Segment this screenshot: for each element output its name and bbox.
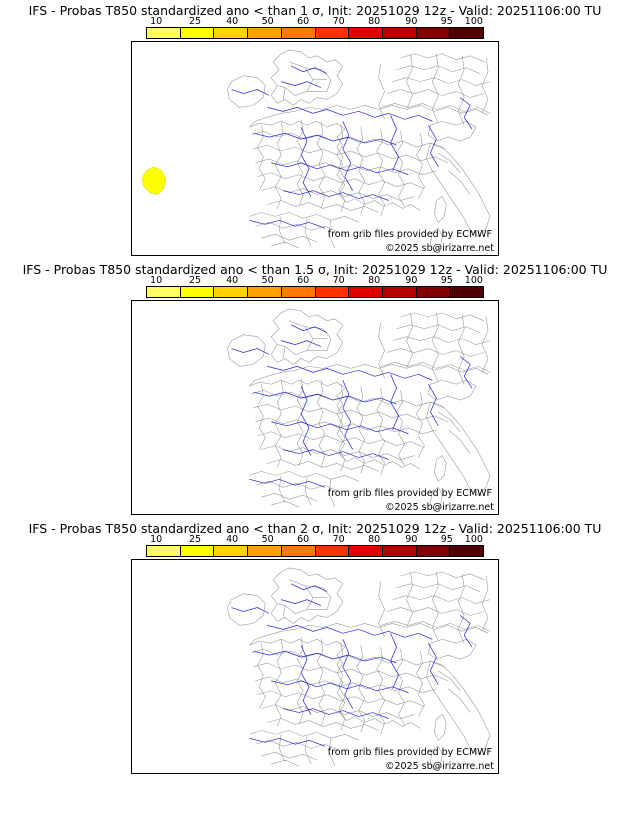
colorbar-tick: 40 (226, 275, 239, 286)
colorbar-segment (282, 546, 316, 556)
map-container-2 (0, 300, 630, 518)
map-panel-1 (0, 0, 630, 259)
colorbar-segment (417, 287, 451, 297)
colorbar-gradient-2 (146, 286, 484, 298)
colorbar-segment (147, 28, 181, 38)
colorbar-segment (147, 546, 181, 556)
colorbar-tick: 25 (188, 534, 202, 545)
colorbar-segment (450, 546, 483, 556)
map-canvas-3 (131, 559, 499, 774)
colorbar-segment (383, 28, 417, 38)
colorbar-tick: 90 (405, 534, 418, 545)
colorbar-segment (248, 287, 282, 297)
credit-3: ©2025 sb@irizarre.net (384, 761, 494, 772)
colorbar-segment (248, 28, 282, 38)
map-svg-2 (132, 301, 498, 514)
colorbar-tick: 10 (150, 16, 163, 27)
colorbar-segment (147, 287, 181, 297)
colorbar-segment (214, 287, 248, 297)
colorbar-tick: 60 (297, 534, 310, 545)
colorbar-tick: 95 (440, 534, 453, 545)
colorbar-tick: 70 (332, 275, 345, 286)
map-canvas-2 (131, 300, 499, 515)
colorbar-segment (214, 546, 248, 556)
panel-title-3: IFS - Probas T850 standardized ano < than 2 σ, Init: 20251029 12z - Valid: 20251106:00 TU (28, 521, 602, 536)
colorbar-1 (0, 16, 630, 41)
colorbar-tick: 10 (150, 275, 163, 286)
colorbar-segment (214, 28, 248, 38)
map-canvas-1 (131, 41, 499, 256)
colorbar-segment (349, 28, 383, 38)
colorbar-tick: 100 (464, 534, 483, 545)
map-panel-2 (0, 259, 630, 518)
map-container-3 (0, 559, 630, 777)
panel-title-2: IFS - Probas T850 standardized ano < than 1.5 σ, Init: 20251029 12z - Valid: 20251106:00 TU (22, 262, 608, 277)
ecmwf-attribution-2: from grib files provided by ECMWF (327, 488, 492, 499)
map-svg-1 (132, 42, 498, 255)
colorbar-tick: 100 (464, 16, 483, 27)
colorbar-segment (417, 28, 451, 38)
colorbar-tick: 50 (261, 275, 274, 286)
colorbar-segment (383, 546, 417, 556)
colorbar-tick: 95 (440, 275, 453, 286)
colorbar-segment (181, 28, 215, 38)
ecmwf-attribution-3: from grib files provided by ECMWF (327, 747, 492, 758)
colorbar-tick: 50 (261, 534, 274, 545)
colorbar-segment (248, 546, 282, 556)
colorbar-tick: 70 (332, 534, 345, 545)
colorbar-tick: 60 (297, 275, 310, 286)
colorbar-tick: 90 (405, 16, 418, 27)
colorbar-segment (383, 287, 417, 297)
colorbar-segment (316, 28, 350, 38)
colorbar-segment (450, 28, 483, 38)
colorbar-segment (417, 546, 451, 556)
colorbar-tick: 100 (464, 275, 483, 286)
colorbar-tick: 25 (188, 275, 202, 286)
panel-title-1: IFS - Probas T850 standardized ano < than 1 σ, Init: 20251029 12z - Valid: 20251106:00 TU (28, 3, 602, 18)
credit-1: ©2025 sb@irizarre.net (384, 243, 494, 254)
colorbar-segment (282, 287, 316, 297)
colorbar-segment (181, 546, 215, 556)
colorbar-tick: 50 (261, 16, 274, 27)
colorbar-tick: 25 (188, 16, 202, 27)
colorbar-segment (181, 287, 215, 297)
colorbar-segment (349, 546, 383, 556)
map-container-1 (0, 41, 630, 259)
colorbar-segment (282, 28, 316, 38)
colorbar-3 (0, 534, 630, 559)
map-svg-3 (132, 560, 498, 773)
colorbar-2 (0, 275, 630, 300)
colorbar-tick: 90 (405, 275, 418, 286)
colorbar-segment (316, 546, 350, 556)
ecmwf-attribution-1: from grib files provided by ECMWF (327, 229, 492, 240)
colorbar-segment (349, 287, 383, 297)
colorbar-tick: 70 (332, 16, 345, 27)
shaded-prob-area (142, 167, 166, 195)
colorbar-segment (316, 287, 350, 297)
colorbar-tick: 40 (226, 534, 239, 545)
colorbar-gradient-1 (146, 27, 484, 39)
colorbar-tick: 95 (440, 16, 453, 27)
credit-2: ©2025 sb@irizarre.net (384, 502, 494, 513)
colorbar-tick: 80 (368, 16, 381, 27)
colorbar-gradient-3 (146, 545, 484, 557)
colorbar-tick: 40 (226, 16, 239, 27)
colorbar-tick: 80 (368, 534, 381, 545)
colorbar-tick: 10 (150, 534, 163, 545)
map-panel-3 (0, 518, 630, 777)
colorbar-tick: 60 (297, 16, 310, 27)
colorbar-segment (450, 287, 483, 297)
colorbar-tick: 80 (368, 275, 381, 286)
